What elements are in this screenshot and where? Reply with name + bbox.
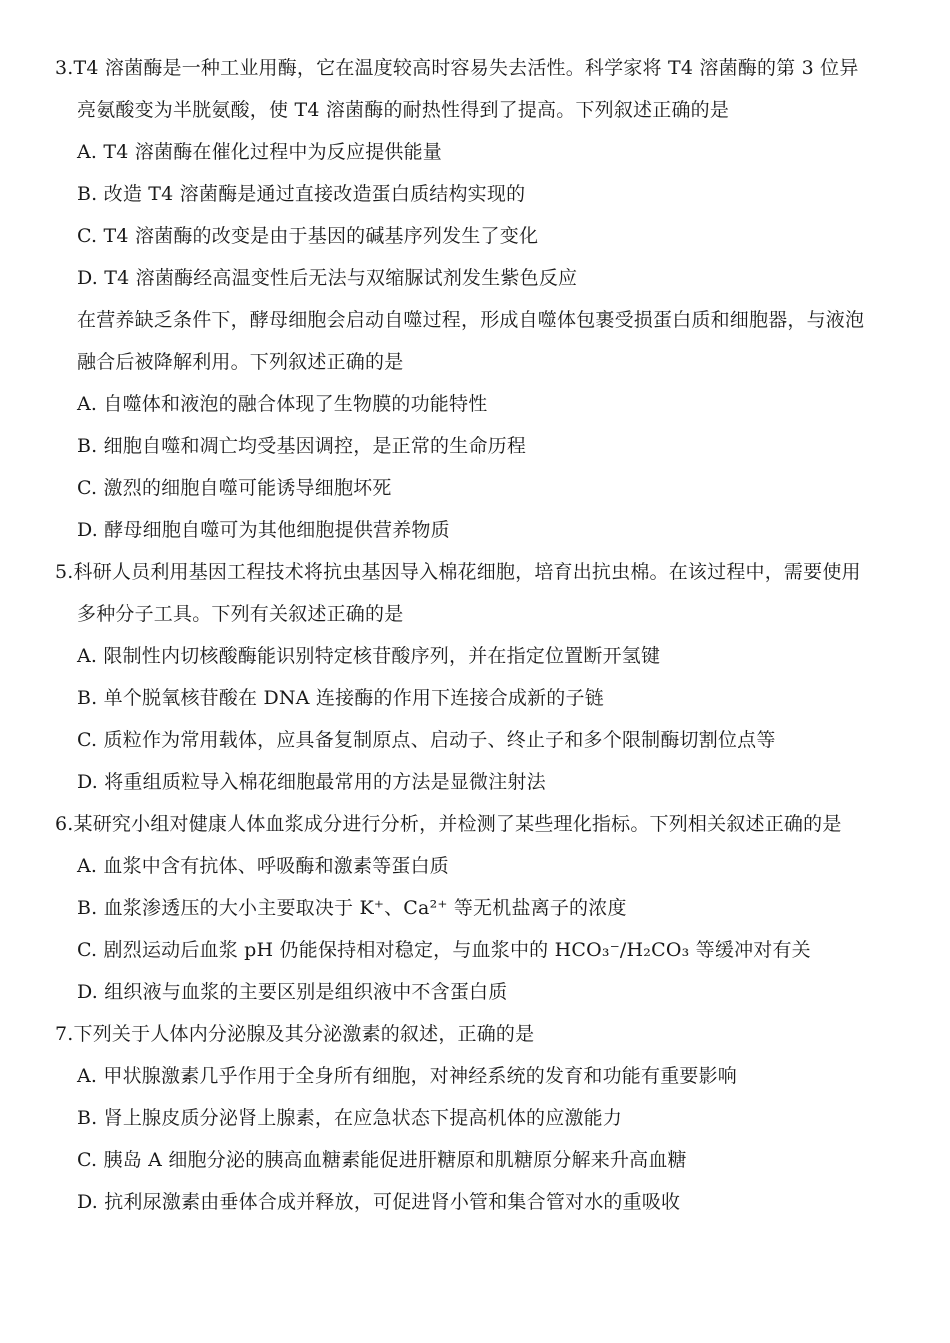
- question-7: [55, 1013, 905, 1223]
- question-stem-line: 多种分子工具。下列有关叙述正确的是: [77, 603, 404, 625]
- option-b: B. 改造 T4 溶菌酶是通过直接改造蛋白质结构实现的: [77, 183, 526, 205]
- question-stem-line: 6.某研究小组对健康人体血浆成分进行分析，并检测了某些理化指标。下列相关叙述正确的是: [55, 803, 905, 845]
- question-stem-line: 3.T4 溶菌酶是一种工业用酶，它在温度较高时容易失去活性。科学家将 T4 溶菌酶的第 3 位异: [55, 47, 905, 89]
- option-a: A. 甲状腺激素几乎作用于全身所有细胞，对神经系统的发育和功能有重要影响: [77, 1065, 738, 1087]
- option-a: A. 自噬体和液泡的融合体现了生物膜的功能特性: [77, 393, 488, 415]
- question-stem-line: 5.科研人员利用基因工程技术将抗虫基因导入棉花细胞，培育出抗虫棉。在该过程中，需要使用: [55, 551, 905, 593]
- question-number: 5.: [55, 561, 74, 583]
- question-stem-line: 在营养缺乏条件下，酵母细胞会启动自噬过程，形成自噬体包裹受损蛋白质和细胞器，与液泡: [77, 309, 865, 331]
- question-5: [55, 551, 905, 803]
- option-d: D. 组织液与血浆的主要区别是组织液中不含蛋白质: [77, 981, 508, 1003]
- option-b: B. 血浆渗透压的大小主要取决于 K⁺、Ca²⁺ 等无机盐离子的浓度: [77, 897, 627, 919]
- option-c: C. 胰岛 A 细胞分泌的胰高血糖素能促进肝糖原和肌糖原分解来升高血糖: [77, 1149, 687, 1171]
- question-6: [55, 803, 905, 1013]
- option-d: D. 将重组质粒导入棉花细胞最常用的方法是显微注射法: [77, 771, 546, 793]
- question-stem-line: 融合后被降解利用。下列叙述正确的是: [77, 351, 404, 373]
- option-a: A. 血浆中含有抗体、呼吸酶和激素等蛋白质: [77, 855, 450, 877]
- option-b: B. 肾上腺皮质分泌肾上腺素，在应急状态下提高机体的应激能力: [77, 1107, 623, 1129]
- question-number: 6.: [55, 813, 74, 835]
- option-a: A. 限制性内切核酸酶能识别特定核苷酸序列，并在指定位置断开氢键: [77, 645, 661, 667]
- option-b: B. 单个脱氧核苷酸在 DNA 连接酶的作用下连接合成新的子链: [77, 687, 604, 709]
- option-d: D. 酵母细胞自噬可为其他细胞提供营养物质: [77, 519, 450, 541]
- option-b: B. 细胞自噬和凋亡均受基因调控，是正常的生命历程: [77, 435, 527, 457]
- question-stem-line: 7.下列关于人体内分泌腺及其分泌激素的叙述，正确的是: [55, 1013, 905, 1055]
- option-c: C. T4 溶菌酶的改变是由于基因的碱基序列发生了变化: [77, 225, 539, 247]
- question-number: 7.: [55, 1023, 74, 1045]
- question-4: [55, 299, 905, 551]
- option-c: C. 剧烈运动后血浆 pH 仍能保持相对稳定，与血浆中的 HCO₃⁻/H₂CO₃ 等缓冲对有关: [77, 939, 811, 961]
- option-a: A. T4 溶菌酶在催化过程中为反应提供能量: [77, 141, 443, 163]
- question-number: 3.: [55, 57, 74, 79]
- option-c: C. 质粒作为常用载体，应具备复制原点、启动子、终止子和多个限制酶切割位点等: [77, 729, 776, 751]
- question-3: [55, 47, 905, 299]
- option-c: C. 激烈的细胞自噬可能诱导细胞坏死: [77, 477, 392, 499]
- option-d: D. 抗利尿激素由垂体合成并释放，可促进肾小管和集合管对水的重吸收: [77, 1191, 681, 1213]
- option-d: D. T4 溶菌酶经高温变性后无法与双缩脲试剂发生紫色反应: [77, 267, 578, 289]
- question-stem-line: 亮氨酸变为半胱氨酸，使 T4 溶菌酶的耐热性得到了提高。下列叙述正确的是: [77, 99, 730, 121]
